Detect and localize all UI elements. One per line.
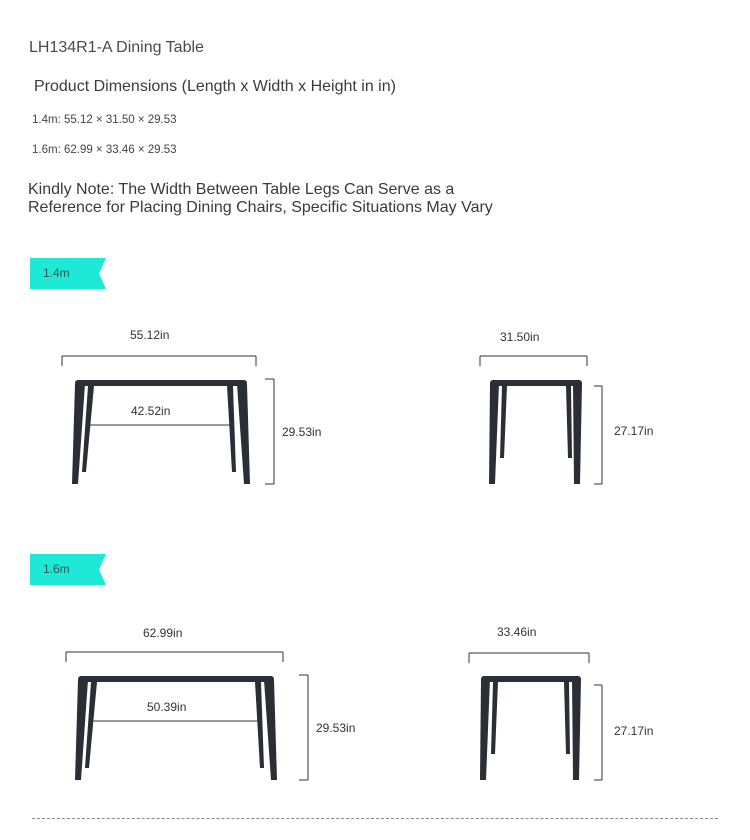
length-dimension-line <box>62 356 256 366</box>
length-dimension-line <box>66 652 283 662</box>
side-view-1-4m <box>480 356 602 484</box>
table-front-silhouette <box>75 676 277 780</box>
section-divider <box>32 818 718 819</box>
dimensions-heading: Product Dimensions (Length x Width x Height in in) <box>34 78 396 95</box>
tag-label: 1.4m <box>43 266 70 280</box>
side-view-1-6m <box>469 653 602 780</box>
leg-span-label-1-4m: 42.52in <box>131 404 171 418</box>
height-label-front-1-4m: 29.53in <box>282 425 322 439</box>
width-label-1-4m: 31.50in <box>500 330 540 344</box>
height-label-side-1-6m: 27.17in <box>614 724 654 738</box>
width-dimension-line <box>469 653 589 663</box>
note-line-2: Reference for Placing Dining Chairs, Specific Situations May Vary <box>28 199 493 216</box>
leg-span-label-1-6m: 50.39in <box>147 700 187 714</box>
table-front-silhouette <box>72 380 250 484</box>
width-label-1-6m: 33.46in <box>497 625 537 639</box>
front-view-1-6m <box>66 652 308 780</box>
spec-line-1-6m: 1.6m: 62.99 × 33.46 × 29.53 <box>32 144 177 156</box>
width-dimension-line <box>480 356 587 366</box>
front-view-1-4m <box>62 356 274 484</box>
height-dimension-line <box>594 685 602 780</box>
height-dimension-line <box>265 379 274 484</box>
height-label-front-1-6m: 29.53in <box>316 721 356 735</box>
table-side-silhouette <box>489 380 582 484</box>
table-side-silhouette <box>480 676 581 780</box>
product-title: LH134R1-A Dining Table <box>29 39 204 56</box>
note-line-1: Kindly Note: The Width Between Table Legs Can Serve as a <box>28 181 455 198</box>
length-label-1-6m: 62.99in <box>143 626 183 640</box>
length-label-1-4m: 55.12in <box>130 328 170 342</box>
height-dimension-line <box>299 675 308 780</box>
spec-line-1-4m: 1.4m: 55.12 × 31.50 × 29.53 <box>32 114 177 126</box>
tag-label: 1.6m <box>43 562 70 576</box>
height-dimension-line <box>594 386 602 484</box>
height-label-side-1-4m: 27.17in <box>614 424 654 438</box>
